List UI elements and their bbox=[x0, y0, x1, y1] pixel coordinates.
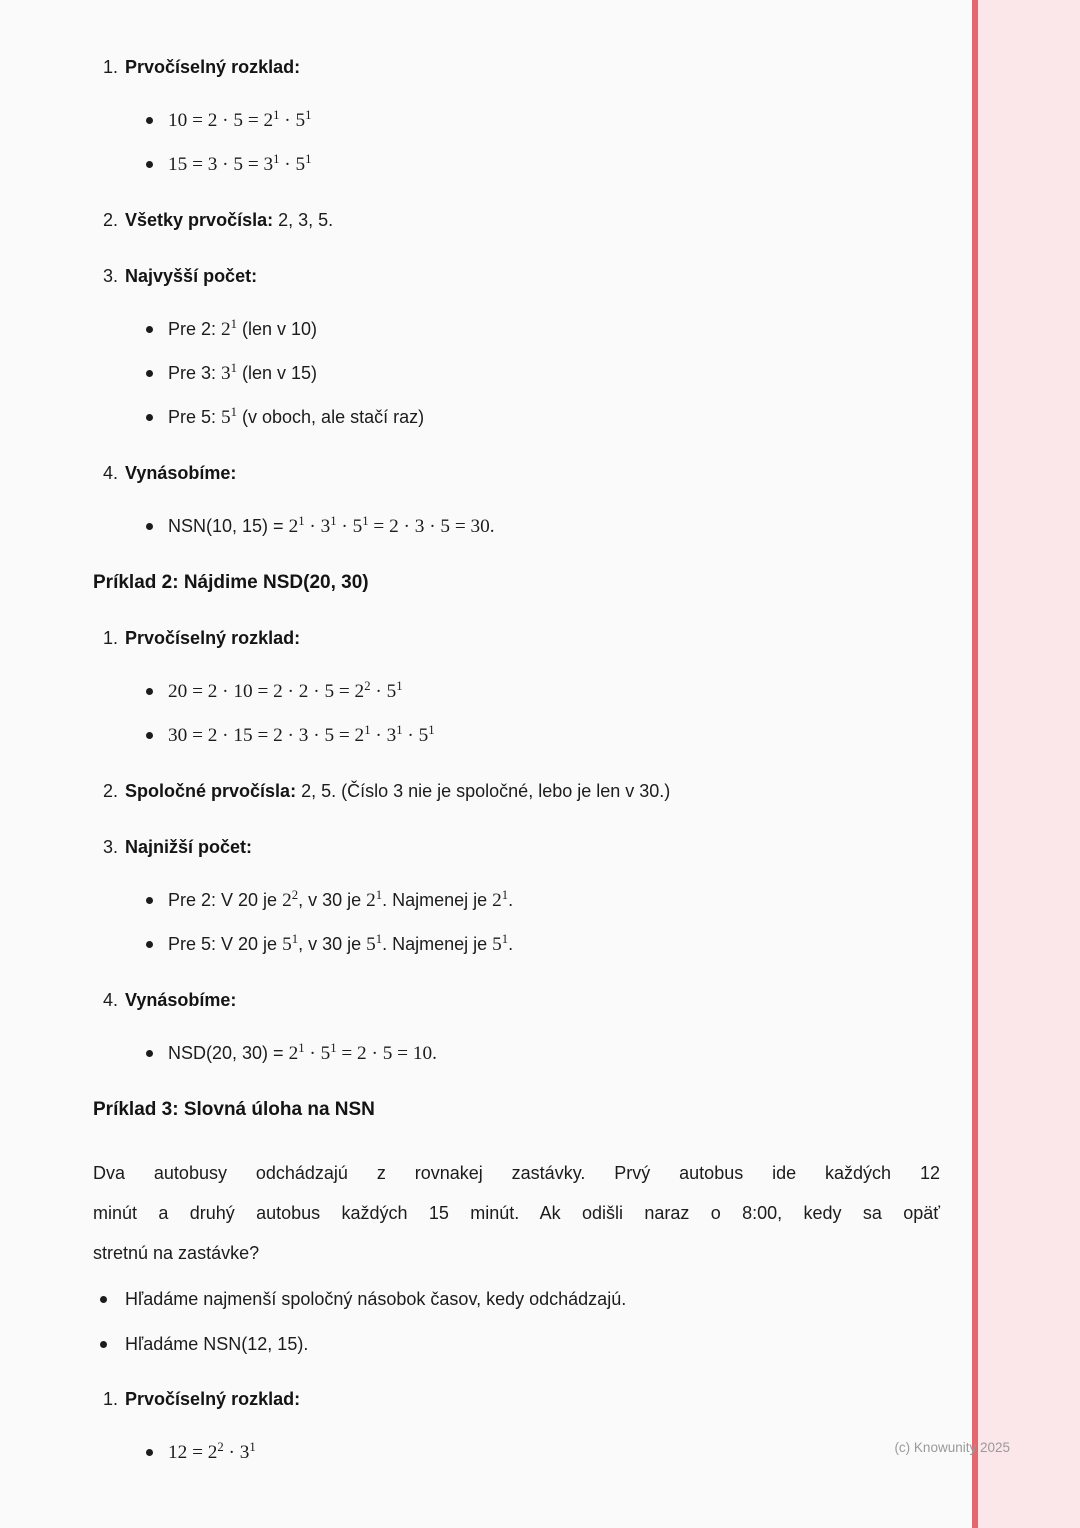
exponent: 1 bbox=[396, 723, 403, 738]
exponent: 1 bbox=[396, 679, 403, 694]
item-number: 1. bbox=[103, 57, 119, 77]
exponent: 1 bbox=[298, 514, 305, 529]
exponent: 2 bbox=[217, 1440, 224, 1455]
bullet-item bbox=[146, 1041, 940, 1066]
bullet-item bbox=[146, 361, 940, 386]
bullet-item bbox=[100, 1287, 940, 1312]
bullet-item bbox=[146, 679, 940, 704]
exponent: 1 bbox=[364, 723, 371, 738]
list-item bbox=[103, 55, 940, 177]
exponent: 1 bbox=[330, 1041, 337, 1056]
text-run: . bbox=[508, 934, 514, 954]
bullet-item bbox=[146, 723, 940, 748]
bullet-item bbox=[146, 317, 940, 342]
sub-bullet-list bbox=[103, 1440, 940, 1465]
item-number: 3. bbox=[103, 837, 119, 857]
bullet-item bbox=[146, 888, 940, 913]
text-run: Pre 5: V 20 je bbox=[168, 934, 283, 954]
text-run: (len v 15) bbox=[237, 363, 318, 383]
math-expression: $3^1$ bbox=[221, 361, 238, 384]
item-label: Spoločné prvočísla: bbox=[125, 781, 297, 801]
item-number: 2. bbox=[103, 210, 119, 230]
list-item-line bbox=[103, 264, 940, 289]
bullet-dot bbox=[146, 161, 153, 168]
item-label: Vynásobíme: bbox=[125, 990, 237, 1010]
text-run: Hľadáme NSN(12, 15). bbox=[125, 1334, 309, 1354]
text-run: Pre 5: bbox=[168, 407, 222, 427]
paragraph-line: minút a druhý autobus každých 15 minút. Ak odišli naraz o 8:00, kedy sa opäť bbox=[93, 1203, 940, 1223]
bullet-dot bbox=[146, 897, 153, 904]
item-number: 1. bbox=[103, 1389, 119, 1409]
item-label: Prvočíselný rozklad: bbox=[125, 628, 301, 648]
numbered-list bbox=[93, 626, 940, 1066]
paragraph bbox=[93, 1153, 940, 1273]
math-expression: $30 = 2 \cdot 15 = 2 \cdot 3 \cdot 5 = 2^1 \cdot 3^1 \cdot 5^1$ bbox=[168, 723, 435, 746]
bullet-item bbox=[146, 405, 940, 430]
exponent: 1 bbox=[230, 317, 238, 332]
bullet-dot bbox=[146, 326, 153, 333]
exponent: 1 bbox=[362, 514, 369, 529]
exponent: 1 bbox=[273, 108, 280, 123]
numbered-list bbox=[93, 55, 940, 539]
sub-bullet-list bbox=[103, 679, 940, 748]
math-expression: $15 = 3 \cdot 5 = 3^1 \cdot 5^1$ bbox=[168, 152, 312, 175]
list-item bbox=[103, 835, 940, 957]
item-number: 4. bbox=[103, 990, 119, 1010]
bullet-dot bbox=[146, 941, 153, 948]
item-number: 2. bbox=[103, 781, 119, 801]
bullet-item bbox=[146, 932, 940, 957]
math-expression: $2^1 \cdot 3^1 \cdot 5^1 = 2 \cdot 3 \cdot 5 = 30$. bbox=[288, 514, 495, 537]
section-heading: Príklad 3: Slovná úloha na NSN bbox=[93, 1099, 375, 1120]
text-run: Hľadáme najmenší spoločný násobok časov, kedy odchádzajú. bbox=[125, 1289, 627, 1309]
bullet-item bbox=[146, 108, 940, 133]
math-expression: $10 = 2 \cdot 5 = 2^1 \cdot 5^1$ bbox=[168, 108, 312, 131]
bullet-item bbox=[146, 152, 940, 177]
bullet-dot bbox=[146, 523, 153, 530]
section-heading: Príklad 2: Nájdime NSD(20, 30) bbox=[93, 572, 369, 593]
text-run: NSN(10, 15) = bbox=[168, 516, 289, 536]
text-run: Pre 2: bbox=[168, 319, 222, 339]
exponent: 1 bbox=[305, 152, 312, 167]
bullet-item bbox=[146, 1440, 940, 1465]
bullet-dot bbox=[146, 1050, 153, 1057]
list-item bbox=[103, 1387, 940, 1465]
math-expression: $2^1$ bbox=[366, 888, 383, 911]
math-expression: $5^1$ bbox=[221, 405, 238, 428]
bullet-dot bbox=[146, 1449, 153, 1456]
item-label: Prvočíselný rozklad: bbox=[125, 1389, 301, 1409]
item-label: Najvyšší počet: bbox=[125, 266, 258, 286]
item-number: 1. bbox=[103, 628, 119, 648]
text-run: . Najmenej je bbox=[382, 934, 493, 954]
math-expression: $5^1$ bbox=[492, 932, 509, 955]
exponent: 1 bbox=[298, 1041, 305, 1056]
list-item-line bbox=[103, 1387, 940, 1412]
list-item-line bbox=[103, 835, 940, 860]
list-item-line bbox=[103, 988, 940, 1013]
list-item-line bbox=[103, 461, 940, 486]
bullet-dot bbox=[146, 732, 153, 739]
math-expression: $20 = 2 \cdot 10 = 2 \cdot 2 \cdot 5 = 2^2 \cdot 5^1$ bbox=[168, 679, 403, 702]
text-run: Pre 3: bbox=[168, 363, 222, 383]
list-item-line bbox=[103, 208, 940, 233]
list-item-line bbox=[103, 55, 940, 80]
bullet-list bbox=[93, 1287, 940, 1357]
math-expression: $5^1$ bbox=[366, 932, 383, 955]
accent-band bbox=[978, 0, 1080, 1528]
bullet-dot bbox=[146, 117, 153, 124]
sub-bullet-list bbox=[103, 108, 940, 177]
list-item bbox=[103, 461, 940, 539]
item-label: Všetky prvočísla: bbox=[125, 210, 274, 230]
sub-bullet-list bbox=[103, 1041, 940, 1066]
item-number: 4. bbox=[103, 463, 119, 483]
bullet-item bbox=[146, 514, 940, 539]
accent-line bbox=[972, 0, 978, 1528]
exponent: 1 bbox=[501, 932, 509, 947]
numbered-list bbox=[93, 1387, 940, 1465]
text-run: (len v 10) bbox=[237, 319, 318, 339]
bullet-dot bbox=[100, 1341, 107, 1348]
exponent: 2 bbox=[364, 679, 371, 694]
text-run: . bbox=[508, 890, 514, 910]
list-item bbox=[103, 779, 940, 804]
sub-bullet-list bbox=[103, 317, 940, 430]
paragraph-line: Dva autobusy odchádzajú z rovnakej zastávky. Prvý autobus ide každých 12 bbox=[93, 1163, 940, 1183]
item-label: Prvočíselný rozklad: bbox=[125, 57, 301, 77]
text-run: 2, 5. (Číslo 3 nie je spoločné, lebo je len v 30.) bbox=[296, 781, 671, 801]
math-expression: $2^2$ bbox=[282, 888, 299, 911]
item-number: 3. bbox=[103, 266, 119, 286]
exponent: 1 bbox=[375, 932, 383, 947]
text-run: (v oboch, ale stačí raz) bbox=[237, 407, 425, 427]
sub-bullet-list bbox=[103, 888, 940, 957]
list-item bbox=[103, 626, 940, 748]
item-label: Najnižší počet: bbox=[125, 837, 253, 857]
text-run: Pre 2: V 20 je bbox=[168, 890, 283, 910]
bullet-dot bbox=[146, 370, 153, 377]
exponent: 1 bbox=[305, 108, 312, 123]
watermark: (c) Knowunity 2025 bbox=[894, 1440, 1010, 1455]
list-item bbox=[103, 208, 940, 233]
paragraph-line: stretnú na zastávke? bbox=[93, 1243, 260, 1263]
bullet-dot bbox=[146, 688, 153, 695]
math-expression: $5^1$ bbox=[282, 932, 299, 955]
bullet-dot bbox=[146, 414, 153, 421]
math-expression: $2^1$ bbox=[221, 317, 238, 340]
list-item bbox=[103, 264, 940, 430]
text-run: , v 30 je bbox=[298, 890, 367, 910]
exponent: 1 bbox=[375, 888, 383, 903]
exponent: 1 bbox=[291, 932, 299, 947]
item-label: Vynásobíme: bbox=[125, 463, 237, 483]
list-item-line bbox=[103, 626, 940, 651]
bullet-dot bbox=[100, 1296, 107, 1303]
math-expression: $12 = 2^2 \cdot 3^1$ bbox=[168, 1440, 256, 1463]
math-expression: $2^1 \cdot 5^1 = 2 \cdot 5 = 10$. bbox=[288, 1041, 437, 1064]
exponent: 1 bbox=[273, 152, 280, 167]
text-run: . Najmenej je bbox=[382, 890, 493, 910]
text-run: , v 30 je bbox=[298, 934, 367, 954]
bullet-item bbox=[100, 1332, 940, 1357]
exponent: 1 bbox=[501, 888, 509, 903]
math-expression: $2^1$ bbox=[492, 888, 509, 911]
exponent: 1 bbox=[230, 405, 238, 420]
sub-bullet-list bbox=[103, 514, 940, 539]
exponent: 1 bbox=[330, 514, 337, 529]
text-run: 2, 3, 5. bbox=[273, 210, 334, 230]
list-item-line bbox=[103, 779, 940, 804]
exponent: 1 bbox=[230, 361, 238, 376]
exponent: 2 bbox=[291, 888, 299, 903]
text-run: NSD(20, 30) = bbox=[168, 1043, 289, 1063]
list-item bbox=[103, 988, 940, 1066]
exponent: 1 bbox=[428, 723, 435, 738]
exponent: 1 bbox=[249, 1440, 256, 1455]
